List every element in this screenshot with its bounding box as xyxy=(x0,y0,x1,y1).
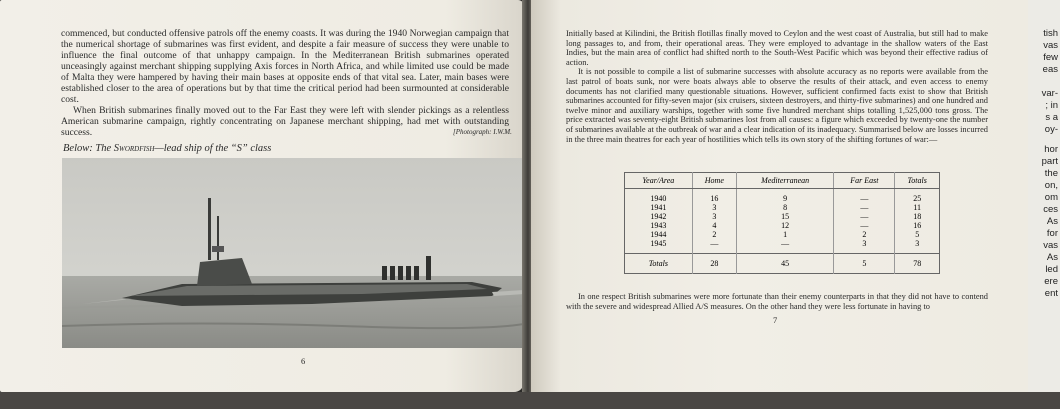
page-number-right: 7 xyxy=(773,315,778,325)
table-header: Home xyxy=(692,173,736,189)
photo-credit: [Photograph: I.W.M. xyxy=(453,128,512,136)
right-body-text xyxy=(566,29,988,144)
page-number-left: 6 xyxy=(301,356,306,366)
table-header: Mediterranean xyxy=(736,173,833,189)
table-row: 1942 3 15 — 18 xyxy=(625,212,940,221)
losses-table xyxy=(624,172,940,274)
right-closing-text: In one respect British submarines were more fortunate than their enemy counterparts in that they did not have to contend with the severe and widespread Allied A/S measures. On the other hand they were less fortunate in having to xyxy=(566,292,988,311)
table-row: 1940 16 9 — 25 xyxy=(625,189,940,204)
left-body-text xyxy=(61,28,509,138)
table-row: 1943 4 12 — 16 xyxy=(625,221,940,230)
table-row: 1945 — — 3 3 xyxy=(625,239,940,254)
table-header-row xyxy=(625,173,940,189)
table-header: Far East xyxy=(834,173,895,189)
submarine-photo-image xyxy=(62,158,524,348)
next-page-edge: tish vas few eas var- ; in s a oy- hor part the on, om ces As for vas As led ere ent xyxy=(1028,0,1060,409)
table-header: Year/Area xyxy=(625,173,693,189)
photo-caption: Below: The Swordfish—lead ship of the “S” class xyxy=(63,143,272,154)
caption-ship-name: Swordfish xyxy=(113,143,155,154)
left-page xyxy=(0,0,524,392)
table-totals-row: Totals 28 45 5 78 xyxy=(625,254,940,274)
left-paragraph-1: commenced, but conducted offensive patrols off the enemy coasts. It was during the 1940 Norwegian campaign that the numerical shortage of submarines was first evident, and despite a fair measure of success they were unable to influence the final outcome of that unhappy campaign. In the Mediterranean British submarines operated unceasingly against merchant shipping supplying Axis forces in North Africa, and while limited use could be made of Malta they were hampered by having their main bases at opposite ends of that vital sea. Later, main bases were established closer to the area of operations but by that time the critical period had been surmounted at considerable cost. xyxy=(61,28,509,105)
right-paragraph-2: It is not possible to compile a list of submarine successes with absolute accuracy as no reports were available from the last patrol of boats sunk, nor were boats always able to observe the results of their attack, and even access to enemy documents has not clarified many questionable situations. However, sufficient confirmed facts exist to show that British submarines accounted for fifty-seven major (six cruisers, sixteen destroyers, and thirty-five submarines) and one hundred and twelve minor and auxiliary warships, together with some five hundred merchant ships totalling 1,525,000 tons gross. The price extracted was seventy-eight British submarines lost from all causes: a figure which exceeded by twenty-one the number of submarines available at the outbreak of war and a clear indication of its inadequacy. Summarised below are losses incurred in the three main theatres for each year of hostilities which tells its own story of the shifting fortunes of war:— xyxy=(566,67,988,144)
table-header: Totals xyxy=(895,173,940,189)
right-paragraph-1: Initially based at Kilindini, the British flotillas finally moved to Ceylon and the west coast of Australia, but still had to make long passages to, and from, their operational areas. They were employed to advantage in the shallow waters of the East Indies, but the main area of conflict had shifted north to the South-West Pacific which was beyond their effective radius of action. xyxy=(566,29,988,67)
table-row: 1944 2 1 2 5 xyxy=(625,230,940,239)
book-bottom-shadow xyxy=(0,392,1060,409)
left-paragraph-2: When British submarines finally moved out to the Far East they were left with slender pickings as a relentless American submarine campaign, rightly concentrating on Japanese merchant shipping, had met with outstanding success. xyxy=(61,105,509,138)
submarine-photo xyxy=(62,158,524,348)
table-row: 1941 3 8 — 11 xyxy=(625,203,940,212)
